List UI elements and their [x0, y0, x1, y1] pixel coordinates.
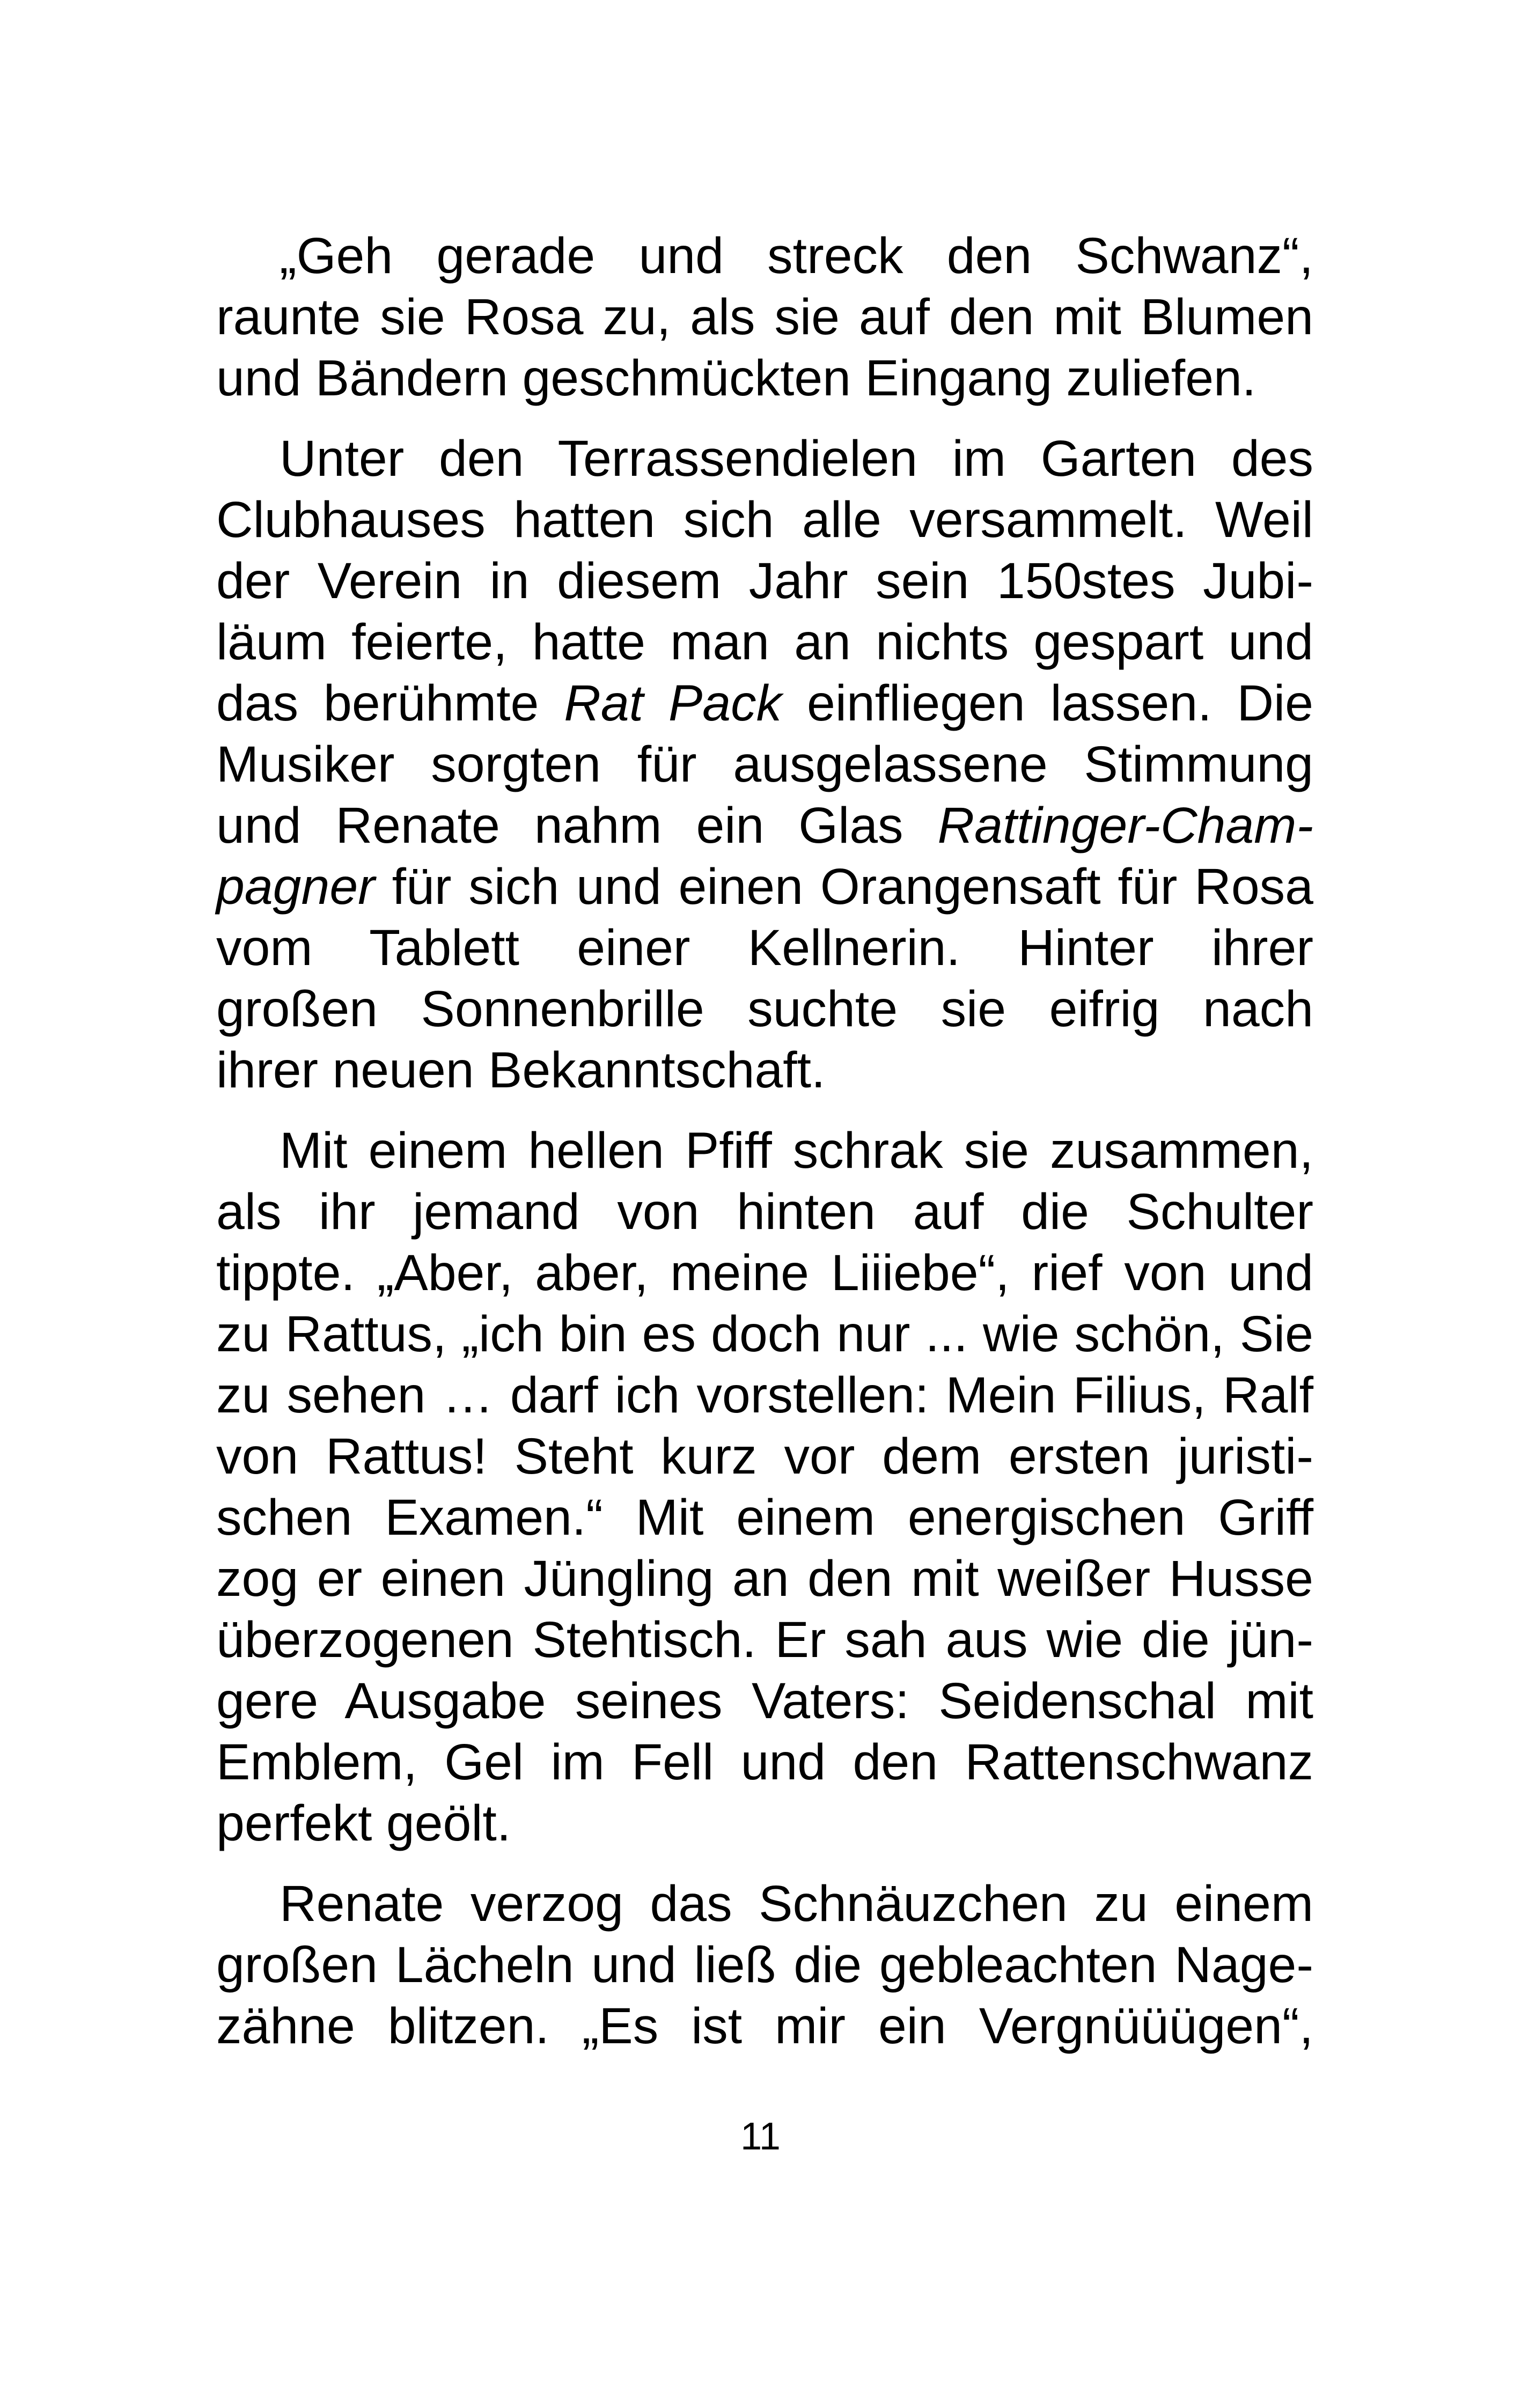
text-run: überzogenen Stehtisch. Er sah aus wie die jün- — [216, 1611, 1313, 1668]
text-line — [216, 1304, 1313, 1365]
text-line — [216, 489, 1313, 550]
text-run: großen Sonnenbrille suchte sie eifrig nach — [216, 981, 1313, 1037]
text-run: gere Ausgabe seines Vaters: Seidenschal mit — [216, 1673, 1313, 1729]
text-line — [216, 1120, 1313, 1181]
text-line — [216, 1793, 1313, 1854]
page-number: 11 — [740, 2115, 781, 2158]
text-run: schen Examen.“ Mit einem energischen Griff — [216, 1489, 1313, 1546]
text-run: läum feierte, hatte man an nichts gespart und — [216, 614, 1313, 671]
text-run: „Geh gerade und streck den Schwanz“, — [280, 227, 1313, 284]
paragraph — [216, 1873, 1313, 2057]
text-line — [216, 1609, 1313, 1670]
text-line — [216, 978, 1313, 1040]
text-run: und Renate nahm ein Glas — [216, 797, 938, 854]
text-line — [216, 1670, 1313, 1732]
italic-run: Rat Pack — [564, 675, 782, 732]
text-line — [216, 612, 1313, 673]
text-run: zu Rattus, „ich bin es doch nur ... wie schön, Sie — [216, 1306, 1313, 1363]
text-line — [216, 1365, 1313, 1426]
text-line — [216, 225, 1313, 286]
text-line — [216, 917, 1313, 978]
text-run: von Rattus! Steht kurz vor dem ersten juristi- — [216, 1428, 1313, 1485]
text-line — [216, 1181, 1313, 1242]
text-run: für sich und einen Orangensaft für Rosa — [374, 858, 1313, 915]
text-line — [216, 1548, 1313, 1609]
text-line — [216, 348, 1313, 409]
text-run: Emblem, Gel im Fell und den Rattenschwanz — [216, 1734, 1313, 1791]
text-line — [216, 428, 1313, 489]
text-run: und Bändern geschmückten Eingang zuliefen. — [216, 350, 1257, 407]
text-run: Clubhauses hatten sich alle versammelt. Weil — [216, 491, 1313, 548]
text-run: großen Lächeln und ließ die gebleachten Nage- — [216, 1936, 1313, 1993]
text-run: als ihr jemand von hinten auf die Schulter — [216, 1183, 1313, 1240]
text-run: Renate verzog das Schnäuzchen zu einem — [280, 1875, 1313, 1932]
text-line — [216, 734, 1313, 795]
paragraph — [216, 428, 1313, 1101]
text-line — [216, 286, 1313, 348]
italic-run: Rattinger-Cham- — [937, 797, 1313, 854]
text-run: tippte. „Aber, aber, meine Liiiebe“, rief von und — [216, 1244, 1313, 1301]
text-run: das berühmte — [216, 675, 564, 732]
text-run: zähne blitzen. „Es ist mir ein Vergnüüügen“, — [216, 1998, 1313, 2054]
body-text — [216, 225, 1313, 2076]
text-run: ihrer neuen Bekanntschaft. — [216, 1042, 826, 1099]
text-run: vom Tablett einer Kellnerin. Hinter ihrer — [216, 919, 1313, 976]
text-line — [216, 550, 1313, 612]
italic-run: pagner — [216, 858, 375, 915]
text-line — [216, 1040, 1313, 1101]
text-run: zu sehen … darf ich vorstellen: Mein Filius, Ralf — [216, 1367, 1313, 1424]
text-line — [216, 795, 1313, 856]
text-run: der Verein in diesem Jahr sein 150stes Jubi- — [216, 553, 1313, 609]
paragraph — [216, 225, 1313, 409]
text-line — [216, 1873, 1313, 1934]
text-run: einfliegen lassen. Die — [782, 675, 1313, 732]
text-line — [216, 1487, 1313, 1548]
text-line — [216, 1242, 1313, 1304]
text-line — [216, 1426, 1313, 1487]
text-run: Mit einem hellen Pfiff schrak sie zusammen, — [280, 1122, 1313, 1179]
text-run: Unter den Terrassendielen im Garten des — [280, 430, 1313, 487]
paragraph — [216, 1120, 1313, 1854]
text-line — [216, 1934, 1313, 1995]
text-line — [216, 1995, 1313, 2057]
text-line — [216, 1732, 1313, 1793]
text-run: raunte sie Rosa zu, als sie auf den mit Blumen — [216, 289, 1313, 345]
text-run: zog er einen Jüngling an den mit weißer Husse — [216, 1550, 1313, 1607]
text-line — [216, 856, 1313, 917]
text-run: Musiker sorgten für ausgelassene Stimmung — [216, 736, 1313, 793]
text-run: perfekt geölt. — [216, 1795, 511, 1852]
text-line — [216, 673, 1313, 734]
